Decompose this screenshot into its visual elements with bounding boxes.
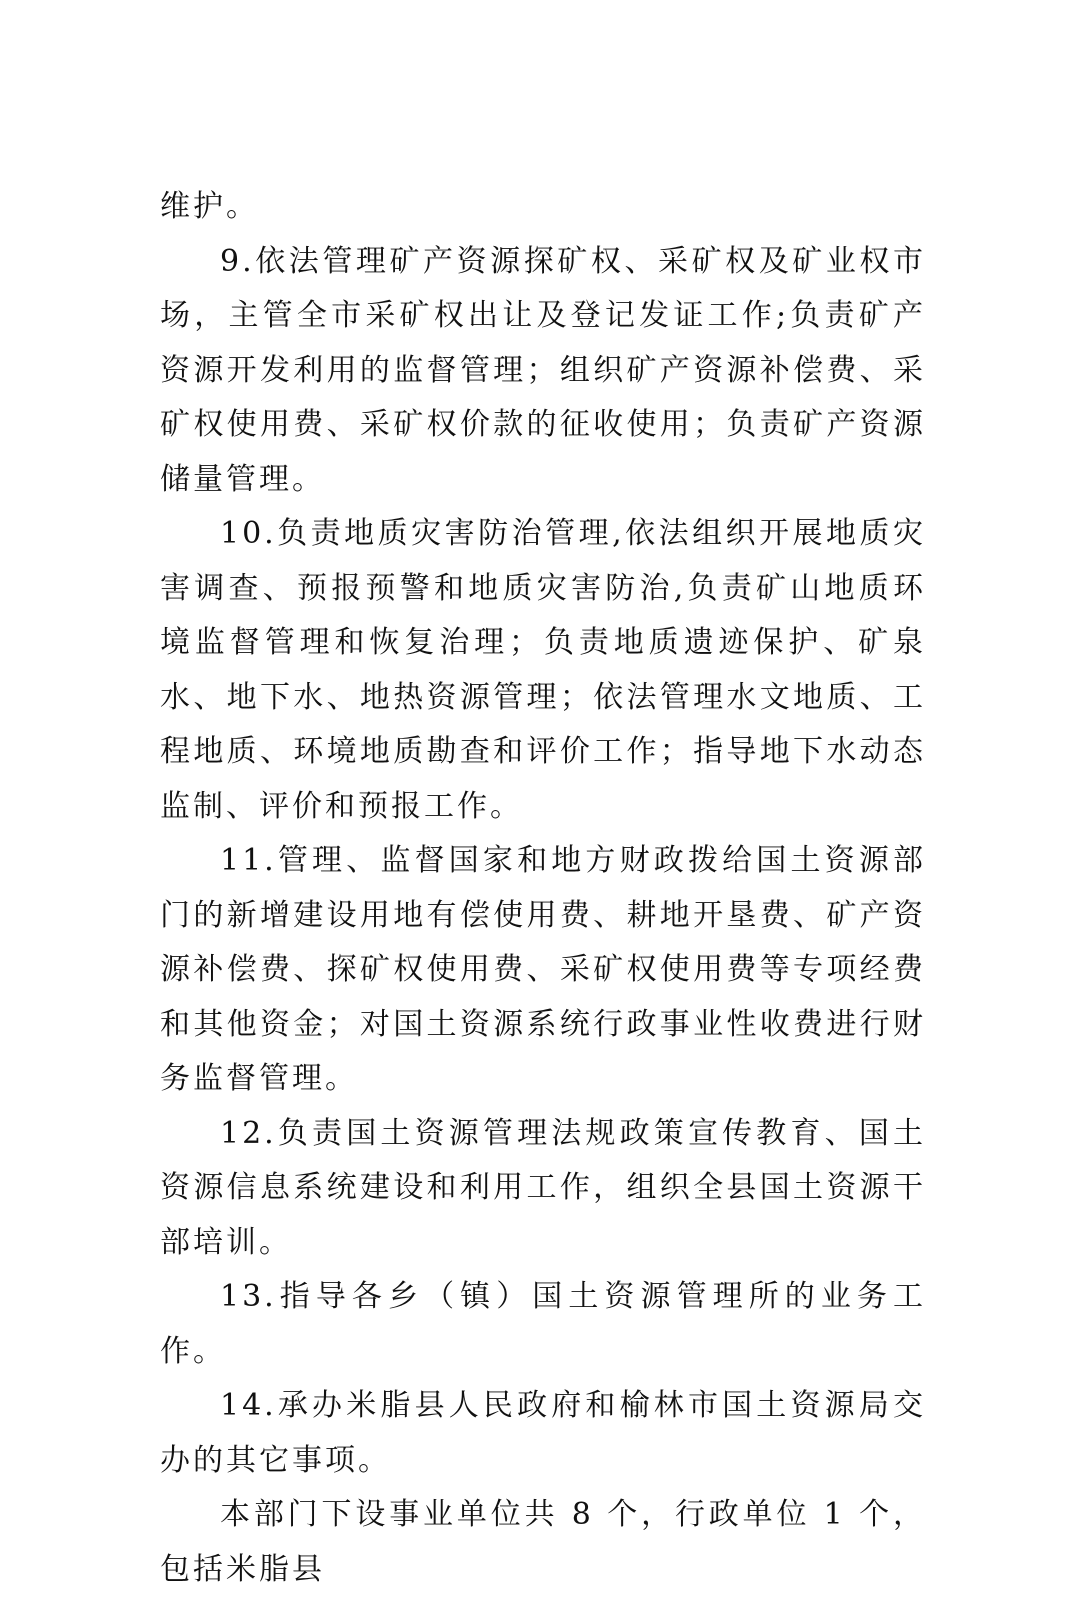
- paragraph-item-12: 12.负责国土资源管理法规政策宣传教育、国土资源信息系统建设和利用工作，组织全县国土资源干部培训。: [160, 1115, 926, 1260]
- paragraph-subunits: 本部门下设事业单位共 8 个，行政单位 1 个，包括米脂县: [160, 1497, 926, 1587]
- paragraph-item-10: 10.负责地质灾害防治管理,依法组织开展地质灾害调查、预报预警和地质灾害防治,负责矿山地质环境监督管理和恢复治理；负责地质遗迹保护、矿泉水、地下水、地热资源管理；依法管理水文地质、工程地质、环境地质勘查和评价工作；指导地下水动态监制、评价和预报工作。: [160, 516, 926, 824]
- paragraph-item-11: 11.管理、监督国家和地方财政拨给国土资源部门的新增建设用地有偿使用费、耕地开垦费、矿产资源补偿费、探矿权使用费、采矿权使用费等专项经费和其他资金；对国土资源系统行政事业性收费进行财务监督管理。: [160, 843, 926, 1096]
- document-body: [160, 180, 926, 1597]
- paragraph-item-13: 13.指导各乡（镇）国土资源管理所的业务工作。: [160, 1279, 926, 1369]
- paragraph-continuation: 维护。: [160, 189, 259, 224]
- paragraph-item-14: 14.承办米脂县人民政府和榆林市国土资源局交办的其它事项。: [160, 1388, 926, 1478]
- paragraph-item-9: 9.依法管理矿产资源探矿权、采矿权及矿业权市场，主管全市采矿权出让及登记发证工作;负责矿产资源开发利用的监督管理；组织矿产资源补偿费、采矿权使用费、采矿权价款的征收使用；负责矿产资源储量管理。: [160, 243, 926, 497]
